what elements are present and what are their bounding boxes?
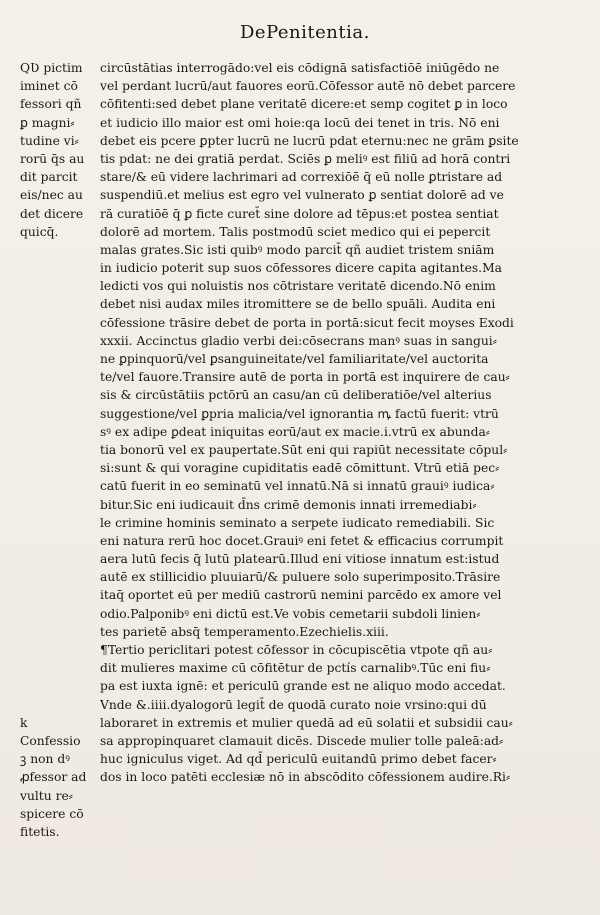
margin-note (20, 259, 98, 277)
text-line: te/vel fauore.Transire autē de porta in portā est inquirere de cau⸗ (100, 370, 510, 385)
margin-note (20, 241, 98, 259)
text-line: dolorē ad mortem. Talis postmodū sciet medico qui ei pepercit (100, 224, 491, 239)
text-line: ne ꝑpinquorū/vel ꝑsanguineitate/vel familiaritate/vel auctorita (100, 352, 489, 366)
text-line: le crimine hominis seminato a serpete iudicato remediabili. Sic (100, 515, 495, 530)
text-line: tis pdat: ne dei gratiā perdat. Sciēs ꝑ meliꝰ est filiū ad horā contri (100, 151, 511, 166)
margin-note (20, 550, 98, 568)
margin-note: QƲ pictim (20, 61, 83, 75)
margin-note (20, 514, 98, 532)
text-line: ledicti vos qui noluistis nos cōtristare veritatē dicendo.Nō enim (100, 279, 496, 294)
text-line: cōfessione trāsire debet de porta in portā:sicut fecit moyses Exodi (100, 315, 514, 330)
text-line: sis & circūstātiis pctōrū an casu/an cū deliberatiōe/vel alterius (100, 388, 492, 403)
margin-note: det dicere (20, 206, 84, 221)
text-line: tia bonorū vel ex paupertate.Sūt eni qui rapiūt necessitate cōpul⸗ (100, 442, 508, 457)
margin-note (20, 423, 98, 441)
text-line: si:sunt & qui voragine cupiditatis eadē cōmittunt. Vtrū etiā pec⸗ (100, 461, 500, 476)
text-line: sꝰ ex adipe ꝑdeat iniquitas eorū/aut ex macie.i.vtrū ex abunda⸗ (100, 424, 490, 439)
margin-note (20, 295, 98, 313)
margin-note (20, 314, 98, 332)
margin-note: tudine vi⸗ (20, 133, 79, 148)
margin-note (20, 677, 98, 695)
margin-note (20, 350, 98, 368)
margin-note: ꝫ non dꝰ (20, 752, 70, 767)
margin-note: iminet cō (20, 79, 78, 94)
body-text (100, 59, 562, 787)
margin-notes (20, 59, 98, 841)
text-line: catū fuerit in eo seminatū vel innatū.Nā si innatū grauiꝰ iudica⸗ (100, 479, 495, 494)
text-line: in iudicio poterit sup suos cōfessores dicere capita agitantes.Ma (100, 261, 503, 276)
margin-note: ꝑ magni⸗ (20, 115, 75, 130)
margin-note: quicq̄. (20, 224, 59, 239)
text-line: bitur.Sic eni iudicauit d̄ns crimē demonis innati irremediabi⸗ (100, 497, 477, 512)
text-line: autē ex stillicidio pluuiarū/& puluere solo superimposito.Trāsire (100, 570, 501, 585)
margin-note (20, 623, 98, 641)
text-line: dit mulieres maxime cū cōfitētur de pctís carnalibꝰ.Tūc eni fiu⸗ (100, 661, 491, 676)
margin-note: rorū q̄s au (20, 151, 85, 166)
text-line: ¶Tertio periclitari potest cōfessor in cōcupiscētia vtpote qñ au⸗ (100, 643, 493, 657)
margin-note (20, 386, 98, 404)
running-head: DePenitentia. (240, 22, 370, 43)
margin-note: Confessio (20, 733, 81, 748)
text-line: suspendiū.et melius est egro vel vulnerato ꝑ sentiat dolorē ad ve (100, 188, 504, 203)
margin-note: fitetis. (20, 824, 60, 839)
margin-note (20, 405, 98, 423)
text-line: Vnde &.iiii.dyalogorū legit̄ de quodā curato noie vrsino:qui dū (100, 697, 487, 712)
margin-note (20, 605, 98, 623)
text-line: eni natura rerū hoc docet.Grauiꝰ eni fetet & efficacius corrumpit (100, 533, 504, 548)
text-line: aera lutū fecis q̄ lutū platearū.Illud eni vitiose innatum est:istud (100, 552, 500, 567)
text-line: dos in loco patēti ecclesiæ nō in abscōdito cōfessionem audire.Ri⸗ (100, 770, 511, 785)
text-line: debet nisi audax miles itromittere se de bello spuāli. Audita eni (100, 297, 496, 312)
margin-note: dit parcit (20, 170, 78, 185)
text-line: rā curatiōē q̄ ꝑ ficte curet̄ sine dolore ad tēpus:et postea sentiat (100, 206, 499, 221)
text-line: cōfitenti:sed debet plane veritatē dicere:et semp cogitet ꝑ in loco (100, 97, 508, 112)
margin-note (20, 659, 98, 677)
text-line: et iudicio illo maior est omi hoie:qa locū dei tenet in tris. Nō eni (100, 115, 500, 130)
text-line: sa appropinquaret clamauit dicēs. Discede mulier tolle paleā:ad⸗ (100, 733, 504, 748)
margin-note (20, 459, 98, 477)
margin-note: fessori qñ (20, 97, 82, 112)
margin-note (20, 586, 98, 604)
text-line: malas grates.Sic isti quibꝰ modo parcit̄ qñ audiet tristem sniām (100, 242, 495, 257)
text-line: xxxii. Accinctus gladio verbi dei:cōsecrans manꝰ suas in sangui⸗ (100, 333, 497, 348)
margin-note (20, 532, 98, 550)
text-line: stare/& eū videre lachrimari ad correxiōē q̄ eū nolle ꝑtristare ad (100, 170, 503, 185)
text-line: tes parietē absq̄ temperamento.Ezechielis.xiii. (100, 624, 389, 639)
margin-note (20, 641, 98, 659)
margin-note: eis/nec au (20, 188, 83, 203)
margin-note: spicere cō (20, 806, 84, 821)
margin-note (20, 568, 98, 586)
margin-note (20, 368, 98, 386)
text-line: odio.Palponibꝰ eni dictū est.Ve vobis cemetarii subdoli linien⸗ (100, 606, 481, 621)
margin-note: ꝓfessor ad (20, 770, 87, 785)
text-line: huc igniculus viget. Ad qd̄ periculū euitandū primo debet facer⸗ (100, 752, 497, 767)
margin-note (20, 332, 98, 350)
margin-note (20, 441, 98, 459)
margin-note: vultu re⸗ (20, 788, 73, 803)
margin-note (20, 696, 98, 714)
margin-note (20, 277, 98, 295)
text-line: itaq̄ oportet eū per mediū castrorū nemini parcēdo ex amore vel (100, 588, 502, 603)
text-line: pa est iuxta ignē: et periculū grande est ne aliquo modo accedat. (100, 679, 506, 694)
text-line: debet eis pcere ꝑpter lucrū ne lucrū pdat eternu:nec ne grām ꝑsite (100, 133, 519, 148)
margin-note (20, 496, 98, 514)
margin-note (20, 477, 98, 495)
text-line: laboraret in extremis et mulier quedā ad eū solatii et subsidii cau⸗ (100, 715, 513, 730)
text-line: vel perdant lucrū/aut fauores eorū.Cōfessor autē nō debet parcere (100, 79, 516, 94)
text-line: suggestione/vel ꝑpria malicia/vel ignorantia ꝳ factū fuerit: vtrū (100, 406, 499, 421)
margin-note: k (20, 715, 28, 730)
text-line: circūstātias interrogādo:vel eis cōdignā satisfactiōē iniūgēdo ne (100, 61, 500, 75)
